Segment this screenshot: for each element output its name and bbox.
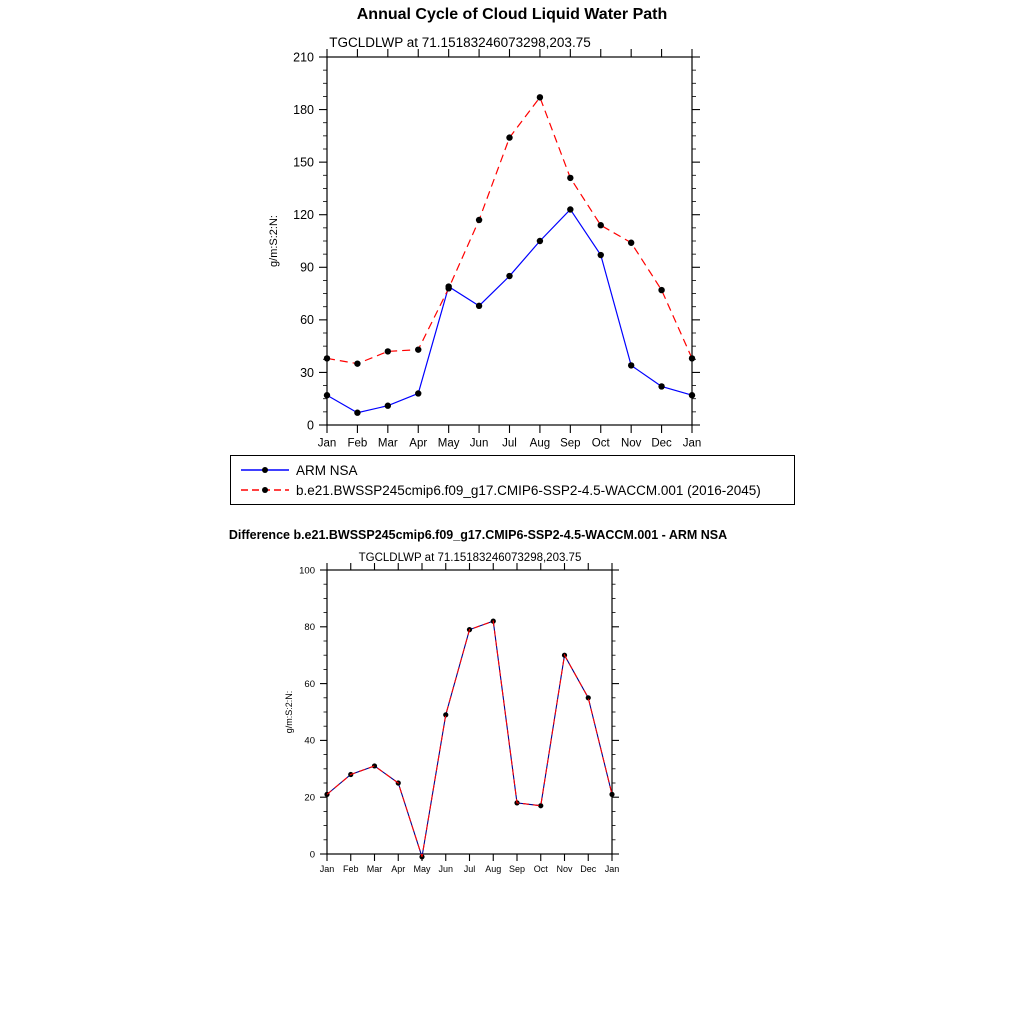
x-tick-label: Apr — [391, 864, 406, 874]
y-tick-label: 0 — [307, 418, 314, 433]
x-tick-label: Feb — [342, 864, 359, 874]
y-tick-label: 0 — [309, 849, 315, 861]
legend-line-sample-obs — [239, 463, 291, 477]
x-tick-label: Sep — [560, 437, 581, 450]
x-tick-label: Mar — [377, 437, 398, 450]
y-tick-label: 90 — [300, 260, 314, 275]
x-tick-label: Dec — [580, 864, 597, 874]
difference-chart-plot — [299, 563, 619, 874]
x-tick-label: Jan — [317, 437, 337, 450]
x-tick-label: Jun — [469, 437, 489, 450]
series-line — [327, 621, 612, 857]
y-tick-label: 60 — [300, 313, 314, 328]
legend-obs-label: ARM NSA — [296, 462, 358, 478]
x-tick-label: Mar — [366, 864, 383, 874]
x-tick-label: May — [413, 864, 431, 874]
x-tick-label: Jan — [604, 864, 620, 874]
data-point-marker — [567, 206, 573, 212]
y-tick-label: 30 — [300, 365, 314, 380]
series-line — [327, 209, 692, 412]
data-point-marker — [598, 222, 604, 228]
x-tick-label: May — [437, 437, 460, 450]
data-point-marker — [476, 217, 482, 223]
y-tick-label: 180 — [293, 102, 314, 117]
data-point-marker — [385, 348, 391, 354]
data-point-marker — [415, 346, 421, 352]
legend-box — [230, 455, 795, 505]
data-point-marker — [658, 287, 664, 293]
difference-chart-subtitle: TGCLDLWP at 71.15183246073298,203.75 — [358, 552, 582, 564]
x-tick-label: Jun — [438, 864, 454, 874]
data-point-marker — [689, 392, 695, 398]
y-tick-label: 80 — [304, 622, 315, 634]
data-point-marker — [324, 392, 330, 398]
top-chart-title: Annual Cycle of Cloud Liquid Water Path — [356, 6, 668, 23]
data-point-marker — [324, 355, 330, 361]
x-tick-label: Oct — [591, 437, 610, 450]
y-tick-label: 210 — [293, 50, 314, 65]
data-point-marker — [476, 303, 482, 309]
y-tick-label: 150 — [293, 155, 314, 170]
x-tick-label: Dec — [651, 437, 672, 450]
x-tick-label: Oct — [533, 864, 548, 874]
x-tick-label: Aug — [529, 437, 551, 450]
legend-entry-model — [239, 483, 794, 498]
data-point-marker — [628, 362, 634, 368]
x-tick-label: Apr — [409, 437, 428, 450]
top-chart-subtitle: TGCLDLWP at 71.15183246073298,203.75 — [329, 35, 591, 50]
difference-chart-title: Difference b.e21.BWSSP245cmip6.f09_g17.CMIP6-SSP2-4.5-WACCM.001 - ARM NSA — [228, 528, 728, 542]
top-chart-y-axis-label: g/m:S:2:N: — [268, 215, 280, 267]
x-tick-label: Sep — [508, 864, 526, 874]
legend-model-label: b.e21.BWSSP245cmip6.f09_g17.CMIP6-SSP2-4.5-WACCM.001 (2016-2045) — [296, 482, 761, 498]
data-point-marker — [537, 238, 543, 244]
plot-frame — [327, 570, 612, 854]
data-point-marker — [538, 803, 543, 808]
data-point-marker — [415, 390, 421, 396]
data-point-marker — [506, 134, 512, 140]
y-tick-label: 40 — [304, 735, 315, 747]
data-point-marker — [598, 252, 604, 258]
x-tick-label: Nov — [620, 437, 642, 450]
data-point-marker — [445, 285, 451, 291]
x-tick-label: Nov — [556, 864, 573, 874]
legend-model-marker-dot — [262, 487, 268, 493]
y-tick-label: 100 — [299, 565, 315, 577]
y-tick-label: 120 — [293, 208, 314, 223]
data-point-marker — [537, 94, 543, 100]
y-tick-label: 60 — [304, 678, 315, 690]
x-tick-label: Aug — [485, 864, 502, 874]
legend-obs-marker-dot — [262, 467, 268, 473]
data-point-marker — [628, 240, 634, 246]
x-tick-label: Jul — [502, 437, 517, 450]
data-point-marker — [506, 273, 512, 279]
data-point-marker — [609, 792, 614, 797]
y-tick-label: 20 — [304, 792, 315, 804]
x-tick-label: Jan — [682, 437, 702, 450]
legend-line-sample-model — [239, 483, 291, 497]
top-chart-plot — [293, 49, 701, 450]
x-tick-label: Feb — [347, 437, 368, 450]
data-point-marker — [658, 383, 664, 389]
data-point-marker — [354, 360, 360, 366]
x-tick-label: Jul — [463, 864, 476, 874]
data-point-marker — [689, 355, 695, 361]
legend-entry-obs — [239, 463, 794, 478]
x-tick-label: Jan — [319, 864, 335, 874]
series-line — [327, 621, 612, 857]
data-point-marker — [354, 410, 360, 416]
data-point-marker — [372, 763, 377, 768]
difference-chart-y-axis-label: g/m:S:2:N: — [284, 690, 294, 734]
data-point-marker — [385, 403, 391, 409]
data-point-marker — [567, 175, 573, 181]
